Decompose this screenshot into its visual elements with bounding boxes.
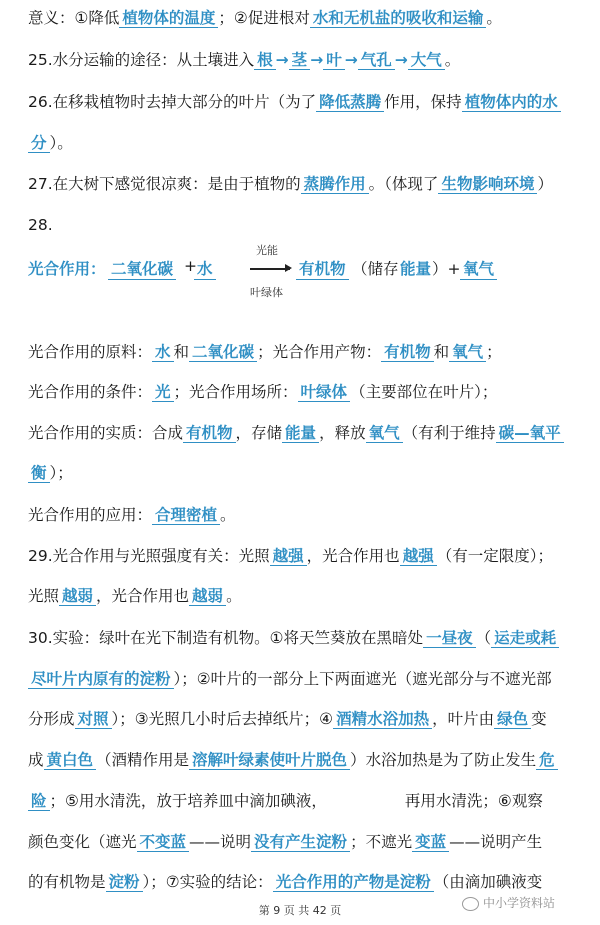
item-30-line5 — [28, 789, 586, 813]
answer-blank: 溶解叶绿素使叶片脱色 — [189, 751, 350, 770]
text: 。 — [226, 587, 242, 605]
watermark-text: 中小学资料站 — [483, 896, 556, 910]
text: 25.水分运输的途径：从土壤进入 — [28, 51, 255, 69]
watermark — [462, 894, 555, 911]
text: 的有机物是 — [28, 873, 106, 891]
answer-blank: 茎 — [289, 51, 311, 70]
text: ；⑤用水清洗，放于培养皿中滴加碘液， — [49, 792, 327, 810]
text: ）； — [49, 464, 73, 482]
text: ）；⑦实验的结论： — [142, 873, 273, 891]
text: （酒精作用是 — [96, 751, 190, 769]
note-meaning-line — [28, 6, 586, 30]
text: 光合作用的应用： — [28, 506, 153, 524]
text: 光合作用的实质：合成 — [28, 424, 184, 442]
equation-note: ）+ — [432, 260, 461, 278]
item-30-line6 — [28, 830, 586, 854]
arrow-glyph: → — [310, 51, 324, 69]
item-30 — [28, 626, 586, 650]
text: 29.光合作用与光照强度有关：光照 — [28, 547, 270, 565]
text: （有一定限度）； — [436, 547, 553, 565]
text: 。 — [220, 506, 236, 524]
answer-blank: 有机物 — [381, 343, 434, 362]
answer-blank: 生物影响环境 — [438, 175, 537, 194]
text: ——说明 — [189, 833, 252, 851]
text: 和 — [173, 343, 190, 361]
answer-blank: 险 — [28, 792, 50, 811]
item-30-line4 — [28, 748, 586, 772]
equation-product: 氧气 — [460, 257, 497, 280]
equation-note: （储存 — [352, 260, 399, 278]
text: 作用，保持 — [384, 93, 462, 111]
text: ，光合作用也 — [96, 587, 190, 605]
item-26 — [28, 90, 586, 114]
photosynthesis-essence-cont — [28, 461, 586, 485]
text: ）。 — [49, 134, 73, 152]
text: ； — [486, 343, 502, 361]
item-28 — [28, 213, 586, 237]
answer-blank: 没有产生淀粉 — [251, 833, 350, 852]
answer-blank: 大气 — [408, 51, 445, 70]
item-29 — [28, 544, 586, 568]
equation-plus: + — [184, 257, 197, 275]
arrow-glyph: → — [394, 51, 408, 69]
text: 分形成 — [28, 710, 75, 728]
answer-blank: 降低蒸腾 — [316, 93, 384, 112]
answer-blank: 分 — [28, 134, 50, 153]
text: 26.在移栽植物时去掉大部分的叶片（为了 — [28, 93, 317, 111]
equation-product: 有机物 — [296, 257, 349, 280]
text: 。 — [444, 51, 461, 69]
equation-energy: 能量 — [400, 260, 432, 278]
item-27 — [28, 172, 586, 196]
answer-blank: 蒸腾作用 — [301, 175, 369, 194]
answer-blank: 碳—氧平 — [496, 424, 564, 443]
text: 光合作用的原料： — [28, 343, 153, 361]
reaction-arrow-icon — [250, 268, 290, 270]
text: （ — [475, 629, 492, 647]
text: 成 — [28, 751, 44, 769]
item-26-cont — [28, 131, 586, 155]
text: 光合作用的条件： — [28, 383, 153, 401]
equation-condition-top: 光能 — [256, 244, 278, 257]
text: 光照 — [28, 587, 60, 605]
equation-reactant: 二氧化碳 — [108, 257, 176, 280]
text: （由滴加碘液变 — [433, 873, 543, 891]
answer-blank: 植物体内的水 — [462, 93, 561, 112]
answer-blank: 黄白色 — [44, 751, 97, 770]
photosynthesis-essence — [28, 421, 586, 445]
answer-blank: 运走或耗 — [491, 629, 559, 648]
item-30-line2 — [28, 667, 586, 691]
photosynthesis-conditions — [28, 380, 586, 404]
text: ；不遮光 — [350, 833, 413, 851]
answer-blank: 水 — [152, 343, 174, 362]
answer-blank: 植物体的温度 — [119, 9, 218, 28]
answer-blank: 淀粉 — [106, 873, 143, 892]
text: ）；③光照几小时后去掉纸片；④ — [111, 710, 334, 728]
answer-blank: 有机物 — [183, 424, 236, 443]
answer-blank: 叶绿体 — [298, 383, 351, 402]
item-25 — [28, 48, 586, 72]
answer-blank: 不变蓝 — [137, 833, 190, 852]
answer-blank: 根 — [254, 51, 276, 70]
text: 再用水清洗；⑥观察 — [404, 792, 543, 810]
text: （有利于维持 — [402, 424, 496, 442]
equation-reactant: 水 — [194, 257, 216, 280]
text: ，释放 — [319, 424, 366, 442]
answer-blank: 绿色 — [494, 710, 531, 729]
text: 。（体现了 — [368, 175, 439, 193]
arrow-glyph: → — [275, 51, 289, 69]
answer-blank: 酒精水浴加热 — [333, 710, 432, 729]
text: ——说明产生 — [449, 833, 543, 851]
photosynthesis-materials — [28, 340, 586, 364]
text: ） — [537, 175, 553, 193]
answer-blank: 氧气 — [366, 424, 403, 443]
wechat-icon — [462, 897, 479, 911]
text: ，存储 — [235, 424, 283, 442]
text: ，叶片由 — [432, 710, 495, 728]
text: 意义：①降低 — [28, 9, 120, 27]
answer-blank: 越强 — [400, 547, 437, 566]
answer-blank: 气孔 — [358, 51, 395, 70]
text: ）水浴加热是为了防止发生 — [350, 751, 537, 769]
answer-blank: 光 — [152, 383, 174, 402]
answer-blank: 二氧化碳 — [189, 343, 257, 362]
answer-blank: 氧气 — [449, 343, 486, 362]
text: 27.在大树下感觉很凉爽：是由于植物的 — [28, 175, 301, 193]
text: （主要部位在叶片）； — [350, 383, 498, 401]
answer-blank: 光合作用的产物是淀粉 — [273, 873, 434, 892]
answer-blank: 越弱 — [189, 587, 226, 606]
text: 颜色变化（遮光 — [28, 833, 137, 851]
photosynthesis-equation — [28, 240, 588, 300]
equation-label: 光合作用： — [28, 260, 106, 278]
page-number: 第 9 页 共 42 页 — [258, 904, 342, 917]
item-30-line7 — [28, 870, 586, 894]
answer-blank: 一昼夜 — [423, 629, 476, 648]
answer-blank: 变蓝 — [412, 833, 449, 852]
photosynthesis-application — [28, 503, 586, 527]
text: ；光合作用产物： — [257, 343, 382, 361]
answer-blank: 尽叶片内原有的淀粉 — [28, 670, 174, 689]
text: ，光合作用也 — [306, 547, 400, 565]
answer-blank: 能量 — [282, 424, 319, 443]
answer-blank: 危 — [536, 751, 558, 770]
text: 变 — [531, 710, 547, 728]
answer-blank: 衡 — [28, 464, 50, 483]
answer-blank: 对照 — [75, 710, 112, 729]
text: 30.实验：绿叶在光下制造有机物。①将天竺葵放在黑暗处 — [28, 629, 424, 647]
equation-condition-bottom: 叶绿体 — [250, 286, 283, 299]
answer-blank: 越弱 — [59, 587, 96, 606]
text: 。 — [486, 9, 502, 27]
text: ；光合作用场所： — [173, 383, 298, 401]
answer-blank: 越强 — [270, 547, 307, 566]
answer-blank: 水和无机盐的吸收和运输 — [310, 9, 487, 28]
text: 和 — [433, 343, 450, 361]
text: ；②促进根对 — [218, 9, 310, 27]
item-30-line3 — [28, 707, 586, 731]
text: ）；②叶片的一部分上下两面遮光（遮光部分与不遮光部 — [173, 670, 552, 688]
arrow-glyph: → — [344, 51, 358, 69]
answer-blank: 叶 — [323, 51, 345, 70]
answer-blank: 合理密植 — [152, 506, 220, 525]
text: 28. — [28, 216, 53, 234]
item-29-cont — [28, 584, 586, 608]
